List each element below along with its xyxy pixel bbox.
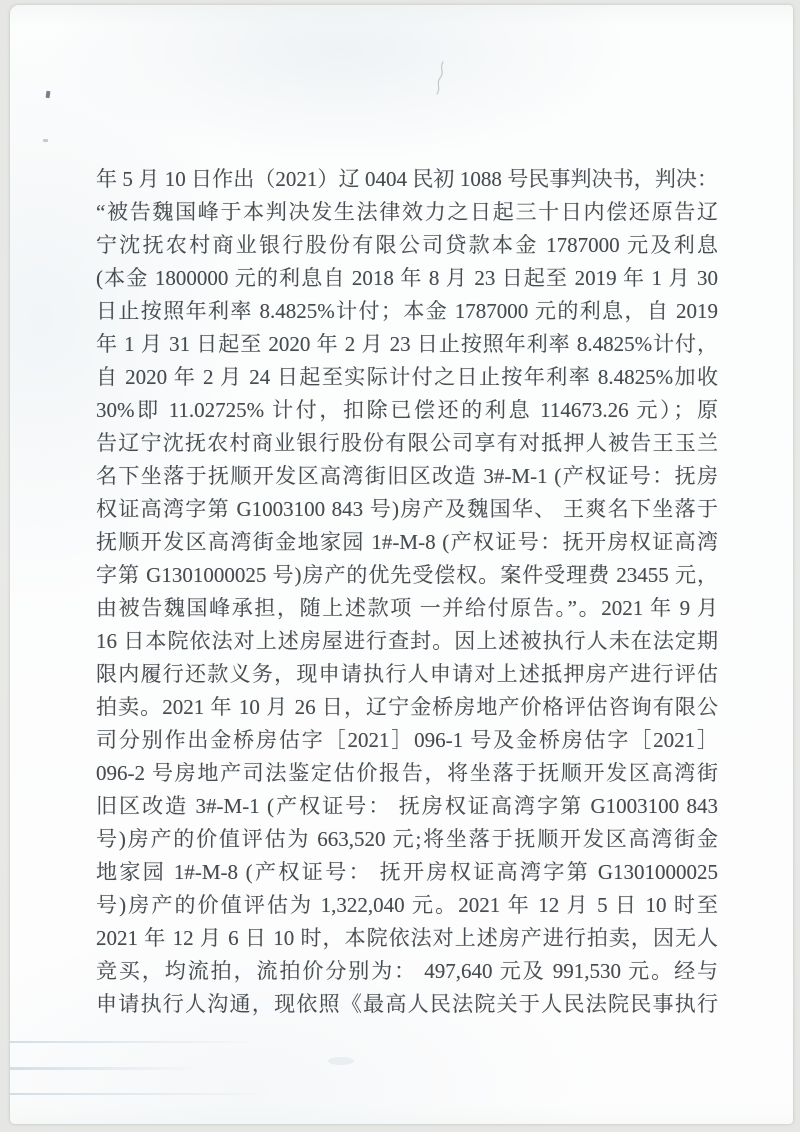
scan-streak [10,1041,260,1043]
scan-speck [46,91,51,98]
text-line: 自 2020 年 2 月 24 日起至实际计付之日止按年利率 8.4825%加收 [96,365,718,389]
text-line: 号)房产的价值评估为 1,322,040 元。2021 年 12 月 5 日 10 时至 [96,893,718,917]
text-line: 2021 年 12 月 6 日 10 时，本院依法对上述房产进行拍卖，因无人 [96,926,718,950]
text-line: 拍卖。2021 年 10 月 26 日，辽宁金桥房地产价格评估咨询有限公 [96,695,718,719]
text-line: 名下坐落于抚顺开发区高湾街旧区改造 3#-M-1 (产权证号：抚房 [96,464,718,488]
text-line: “被告魏国峰于本判决发生法律效力之日起三十日内偿还原告辽 [96,200,718,224]
scan-squiggle-mark [431,60,449,96]
text-line: 年 5 月 10 日作出（2021）辽 0404 民初 1088 号民事判决书，判决： [96,167,718,191]
text-line: 由被告魏国峰承担，随上述款项 一并给付原告。”。2021 年 9 月 [96,596,718,620]
text-line: 申请执行人沟通，现依照《最高人民法院关于人民法院民事执行 [96,992,718,1016]
scan-streak [10,1067,200,1070]
text-line: 告辽宁沈抚农村商业银行股份有限公司享有对抵押人被告王玉兰 [96,431,718,455]
text-line: 竞买，均流拍，流拍价分别为： 497,640 元及 991,530 元。经与 [96,959,718,983]
text-line: 字第 G1301000025 号)房产的优先受偿权。案件受理费 23455 元， [96,563,718,587]
document-paper [10,5,793,1124]
text-line: 地家园 1#-M-8 (产权证号： 抚开房权证高湾字第 G1301000025 [96,860,718,884]
text-line: 权证高湾字第 G1003100 843 号)房产及魏国华、 王爽名下坐落于 [96,497,718,521]
text-line: 096-2 号房地产司法鉴定估价报告，将坐落于抚顺开发区高湾街 [96,761,718,785]
text-line: 16 日本院依法对上述房屋进行查封。因上述被执行人未在法定期 [96,629,718,653]
text-line: 抚顺开发区高湾街金地家园 1#-M-8 (产权证号：抚开房权证高湾 [96,530,718,554]
text-line: 限内履行还款义务，现申请执行人申请对上述抵押房产进行评估 [96,662,718,686]
text-line: 年 1 月 31 日起至 2020 年 2 月 23 日止按照年利率 8.4825%计付， [96,332,718,356]
scan-speck [43,139,48,142]
text-line: 号)房产的价值评估为 663,520 元;将坐落于抚顺开发区高湾街金 [96,827,718,851]
text-line: (本金 1800000 元的利息自 2018 年 8 月 23 日起至 2019 年 1 月 30 [96,266,718,290]
scan-smudge [328,1057,354,1065]
text-line: 司分别作出金桥房估字［2021］096-1 号及金桥房估字［2021］ [96,728,718,752]
document-text-block [96,163,718,1021]
text-line: 旧区改造 3#-M-1 (产权证号： 抚房权证高湾字第 G1003100 843 [96,794,718,818]
text-line: 日止按照年利率 8.4825%计付；本金 1787000 元的利息，自 2019 [96,299,718,323]
scan-streak [10,1093,270,1095]
text-line: 30%即 11.02725% 计付，扣除已偿还的利息 114673.26 元）；原 [96,398,718,422]
text-line: 宁沈抚农村商业银行股份有限公司贷款本金 1787000 元及利息 [96,233,718,257]
